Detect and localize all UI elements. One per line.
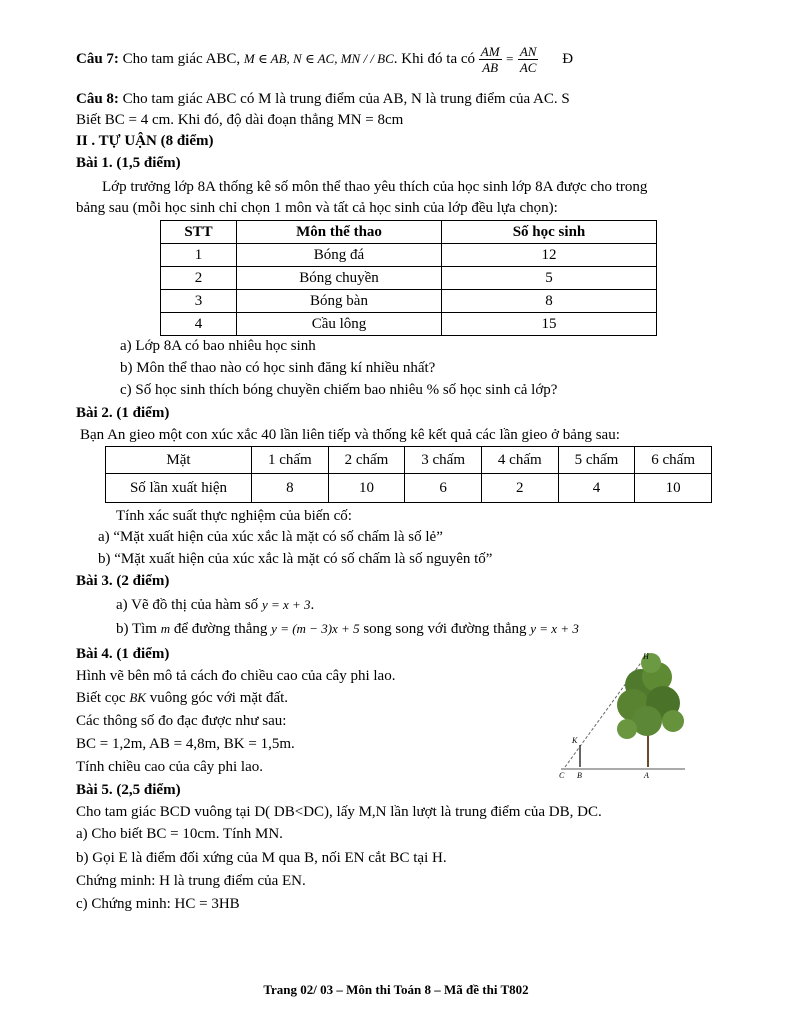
header-count: Số học sinh — [442, 221, 657, 244]
header-sport: Môn thể thao — [237, 221, 442, 244]
table-cell: 15 — [442, 313, 657, 336]
bai1-intro-1: Lớp trưởng lớp 8A thống kê số môn thể thao yêu thích của học sinh lớp 8A được cho trong — [102, 179, 648, 195]
bai2-question-b: b) “Mặt xuất hiện của xúc xắc là mặt có số chấm là số nguyên tố” — [98, 551, 493, 567]
bai3-question-a — [116, 595, 314, 615]
bai4-line2a: Biết cọc — [76, 690, 126, 706]
table-cell: 10 — [328, 474, 405, 503]
table-cell: 8 — [442, 290, 657, 313]
table-cell: 2 chấm — [328, 447, 405, 474]
table-cell: 4 — [161, 313, 237, 336]
table-cell: 1 — [161, 244, 237, 267]
bai2-intro: Bạn An gieo một con xúc xắc 40 lần liên tiếp và thống kê kết quả các lần gieo ở bảng sau: — [80, 427, 620, 443]
table-cell: 12 — [442, 244, 657, 267]
bai5-line3: b) Gọi E là điểm đối xứng của M qua B, nối EN cắt BC tại H. — [76, 850, 447, 866]
bai1-question-c: c) Số học sinh thích bóng chuyền chiếm bao nhiêu % số học sinh cả lớp? — [120, 382, 558, 398]
bai3-a-end: . — [310, 597, 315, 613]
bai4-title: Bài 4. (1 điểm) — [76, 646, 170, 662]
bai2-question-a: a) “Mặt xuất hiện của xúc xắc là mặt có số chấm là số lẻ” — [98, 529, 443, 545]
q7-condition: M ∈ AB, N ∈ AC, MN / / BC — [243, 50, 394, 66]
table-cell: 5 — [442, 267, 657, 290]
table-cell: 3 chấm — [405, 447, 482, 474]
header-stt: STT — [161, 221, 237, 244]
bai4-line2b: vuông góc với mặt đất. — [149, 690, 289, 706]
bai1-title: Bài 1. (1,5 điểm) — [76, 155, 181, 171]
q7-equals: = — [505, 50, 515, 66]
table-cell: Mặt — [106, 447, 252, 474]
table-cell: 3 — [161, 290, 237, 313]
bai5-title: Bài 5. (2,5 điểm) — [76, 782, 181, 798]
bai2-title: Bài 2. (1 điểm) — [76, 405, 170, 421]
table-header-row — [161, 221, 657, 244]
q7-mid: . Khi đó ta có — [393, 50, 476, 67]
question-7 — [76, 44, 573, 75]
bai3-b-function: y = (m − 3)x + 5 — [271, 621, 360, 636]
bai1-question-a: a) Lớp 8A có bao nhiêu học sinh — [120, 338, 316, 354]
bai5-line1: Cho tam giác BCD vuông tại D( DB<DC), lấy M,N lần lượt là trung điểm của DB, DC. — [76, 804, 602, 820]
table-header-row — [106, 447, 712, 474]
bai1-intro-2: bảng sau (mỗi học sinh chỉ chọn 1 môn và tất cả học sinh của lớp đều lựa chọn): — [76, 200, 558, 216]
table-row — [161, 290, 657, 313]
q7-text: Cho tam giác ABC, — [122, 50, 241, 67]
q7-fraction-am-ab: $\frac{AM}{AB}$ — [480, 44, 500, 75]
q8-label: Câu 8: — [76, 91, 119, 107]
dice-table — [105, 446, 712, 503]
table-cell: Số lần xuất hiện — [106, 474, 252, 503]
bai3-a-function: y = x + 3 — [261, 597, 311, 612]
label-h: H — [643, 652, 649, 661]
tree-foliage — [617, 653, 684, 739]
bai5-line4: Chứng minh: H là trung điểm của EN. — [76, 873, 306, 889]
bai3-b-mid: để đường thẳng — [173, 621, 268, 637]
table-cell: 2 — [161, 267, 237, 290]
table-row — [161, 244, 657, 267]
bai3-b-mid2: song song với đường thẳng — [363, 621, 527, 637]
label-c: C — [559, 771, 565, 780]
bai4-line2 — [76, 688, 288, 708]
sports-table — [160, 220, 657, 336]
tree-measure-figure — [555, 645, 690, 780]
table-cell: 6 — [405, 474, 482, 503]
question-8-line1 — [76, 89, 570, 109]
label-k: K — [572, 736, 578, 745]
table-cell: 10 — [635, 474, 712, 503]
q7-answer: Đ — [562, 50, 574, 67]
table-cell: 6 chấm — [635, 447, 712, 474]
bai3-b-text: b) Tìm — [116, 621, 157, 637]
table-cell: Bóng bàn — [237, 290, 442, 313]
bai3-a-text: a) Vẽ đồ thị của hàm số — [116, 597, 259, 613]
bai3-question-b — [116, 619, 579, 639]
q8-line2: Biết BC = 4 cm. Khi đó, độ dài đoạn thẳng MN = 8cm — [76, 112, 404, 128]
label-a: A — [644, 771, 649, 780]
table-cell: 4 — [558, 474, 635, 503]
table-cell: 1 chấm — [252, 447, 329, 474]
table-cell: Cầu lông — [237, 313, 442, 336]
bai2-prompt: Tính xác suất thực nghiệm của biến cố: — [116, 508, 352, 524]
bai1-question-b: b) Môn thể thao nào có học sinh đăng kí nhiều nhất? — [120, 360, 436, 376]
label-b: B — [577, 771, 582, 780]
q8-line1: Cho tam giác ABC có M là trung điểm của AB, N là trung điểm của AC. S — [122, 91, 570, 107]
table-row — [161, 313, 657, 336]
bai5-line2: a) Cho biết BC = 10cm. Tính MN. — [76, 826, 283, 842]
table-cell: Bóng đá — [237, 244, 442, 267]
q7-fraction-an-ac: $\frac{AN}{AC}$ — [519, 44, 537, 75]
page-footer: Trang 02/ 03 – Môn thi Toán 8 – Mã đề thi T802 — [263, 982, 529, 997]
table-cell: 8 — [252, 474, 329, 503]
bai3-b-function2: y = x + 3 — [530, 621, 579, 636]
bai4-line3: Các thông số đo đạc được như sau: — [76, 713, 287, 729]
bai3-b-m: m — [160, 621, 171, 636]
q7-label: Câu 7: — [76, 50, 119, 67]
table-row — [106, 474, 712, 503]
table-cell: Bóng chuyền — [237, 267, 442, 290]
bai4-line5: Tính chiều cao của cây phi lao. — [76, 759, 264, 775]
table-cell: 5 chấm — [558, 447, 635, 474]
bai4-bk: BK — [129, 690, 146, 705]
bai4-line4: BC = 1,2m, AB = 4,8m, BK = 1,5m. — [76, 736, 295, 752]
bai5-line5: c) Chứng minh: HC = 3HB — [76, 896, 240, 912]
bai4-line1: Hình vẽ bên mô tả cách đo chiều cao của cây phi lao. — [76, 668, 396, 684]
section-2-title: II . TỰ UẬN (8 điểm) — [76, 133, 214, 149]
table-cell: 4 chấm — [481, 447, 558, 474]
table-row — [161, 267, 657, 290]
table-cell: 2 — [481, 474, 558, 503]
bai3-title: Bài 3. (2 điểm) — [76, 573, 170, 589]
